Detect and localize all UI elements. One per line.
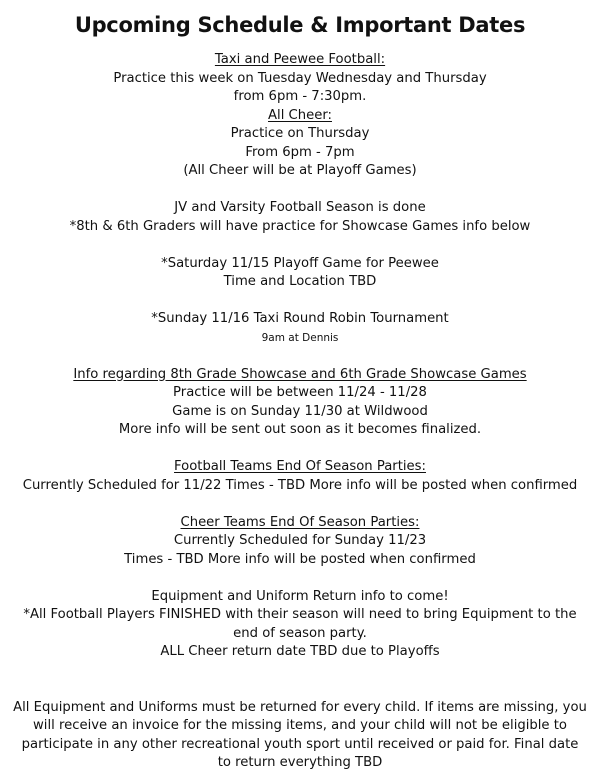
taxi-peewee-line-1: Practice this week on Tuesday Wednesday and Thursday <box>113 70 487 86</box>
all-cheer-line-3: (All Cheer will be at Playoff Games) <box>183 163 417 178</box>
taxi-tournament-line-1: *Sunday 11/16 Taxi Round Robin Tournament <box>151 311 449 326</box>
page-title: Upcoming Schedule & Important Dates <box>74 13 526 37</box>
taxi-tournament-section <box>0 310 600 347</box>
season-section <box>0 199 600 236</box>
football-parties-heading: Football Teams End Of Season Parties: <box>174 459 426 474</box>
all-cheer-line-2: From 6pm - 7pm <box>245 144 355 160</box>
footer-line-4: to return everything TBD <box>217 755 383 770</box>
spacer <box>0 569 600 588</box>
spacer <box>0 440 600 459</box>
all-cheer-line-1: Practice on Thursday <box>230 126 370 141</box>
football-parties-line-1: Currently Scheduled for 11/22 Times - TBD More info will be posted when confirmed <box>22 477 578 493</box>
schedule-body <box>0 51 600 773</box>
season-line-1: JV and Varsity Football Season is done <box>174 200 426 215</box>
footer-line-1: All Equipment and Uniforms must be returned for every child. If items are missing, you <box>13 699 587 715</box>
spacer <box>0 236 600 255</box>
peewee-playoff-section <box>0 255 600 292</box>
footer-line-3: participate in any other recreational youth sport until received or paid for. Final date <box>21 736 579 752</box>
all-cheer-heading: All Cheer: <box>268 107 332 123</box>
cheer-parties-line-1: Currently Scheduled for Sunday 11/23 <box>173 533 427 548</box>
equipment-line-2: *All Football Players FINISHED with their season will need to bring Equipment to the <box>23 607 577 622</box>
all-cheer-section <box>0 107 600 181</box>
showcase-line-3: More info will be sent out soon as it becomes finalized. <box>118 422 482 437</box>
spacer <box>0 292 600 311</box>
cheer-parties-line-2: Times - TBD More info will be posted when confirmed <box>124 551 476 567</box>
cheer-parties-heading: Cheer Teams End Of Season Parties: <box>180 514 420 530</box>
spacer <box>0 347 600 366</box>
equipment-line-3: end of season party. <box>233 625 367 641</box>
footer-notice <box>0 699 600 773</box>
equipment-line-1: Equipment and Uniform Return info to come! <box>151 588 449 604</box>
peewee-playoff-line-2: Time and Location TBD <box>223 274 377 289</box>
peewee-playoff-line-1: *Saturday 11/15 Playoff Game for Peewee <box>161 255 439 271</box>
cheer-parties-section <box>0 514 600 570</box>
equipment-line-4: ALL Cheer return date TBD due to Playoffs <box>160 644 440 659</box>
season-line-2: *8th & 6th Graders will have practice for Showcase Games info below <box>69 218 531 234</box>
spacer <box>0 181 600 200</box>
taxi-tournament-line-2: 9am at Dennis <box>261 331 339 344</box>
showcase-section <box>0 366 600 440</box>
taxi-peewee-heading: Taxi and Peewee Football: <box>214 52 386 67</box>
spacer <box>0 495 600 514</box>
equipment-section <box>0 588 600 662</box>
football-parties-section <box>0 458 600 495</box>
showcase-heading: Info regarding 8th Grade Showcase and 6th Grade Showcase Games <box>73 366 527 382</box>
spacer <box>0 662 600 699</box>
showcase-line-1: Practice will be between 11/24 - 11/28 <box>173 385 427 400</box>
taxi-peewee-section <box>0 51 600 107</box>
taxi-peewee-line-2: from 6pm - 7:30pm. <box>233 89 367 104</box>
showcase-line-2: Game is on Sunday 11/30 at Wildwood <box>172 403 428 419</box>
footer-line-2: will receive an invoice for the missing items, and your child will not be eligible to <box>33 718 567 733</box>
